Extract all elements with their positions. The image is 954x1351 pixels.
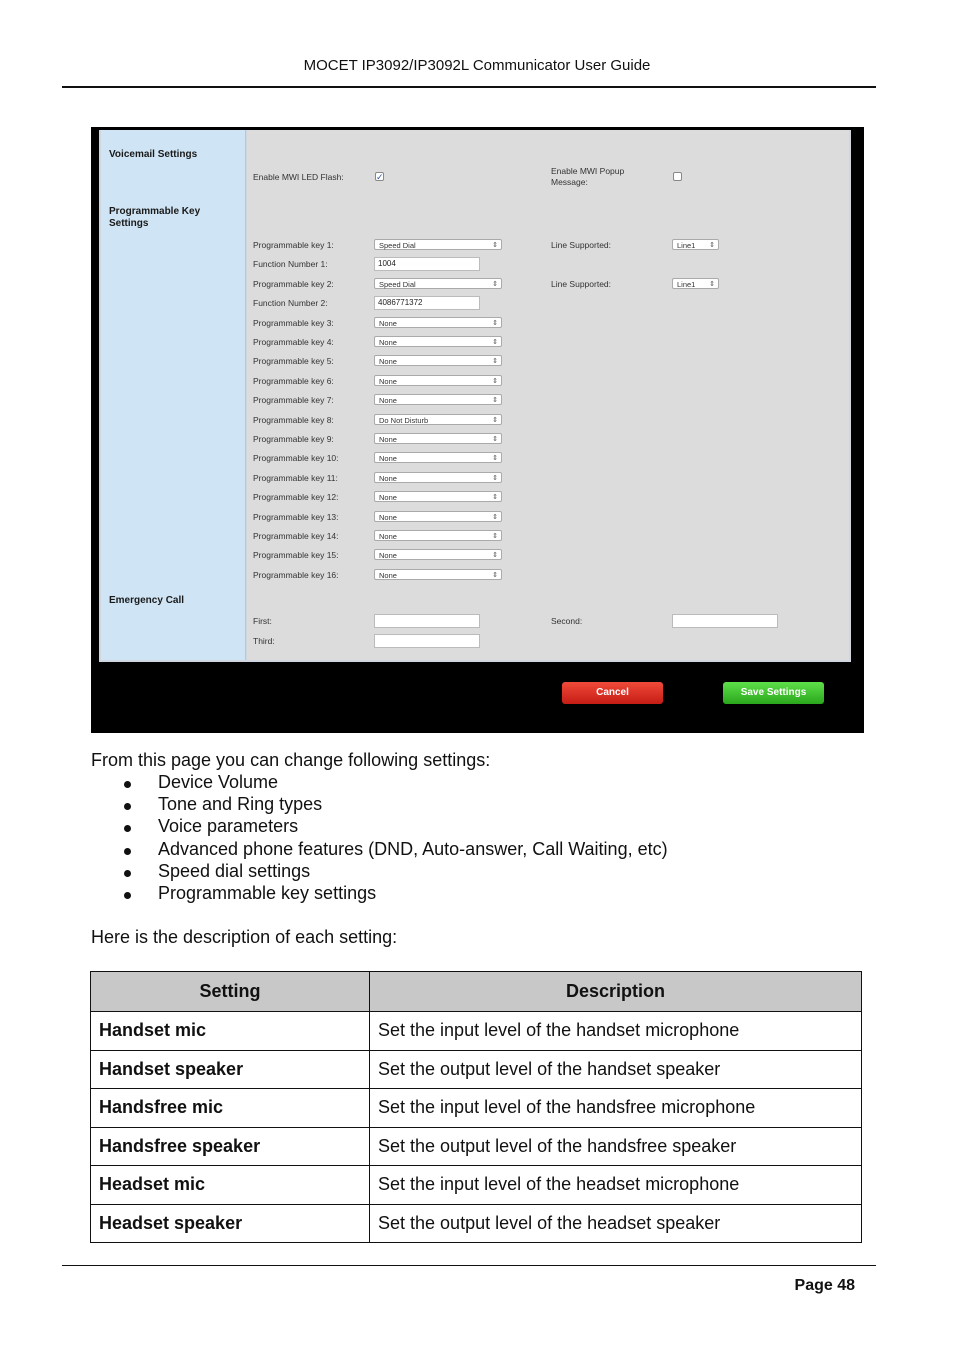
line-supported-value-2: Line1 bbox=[677, 280, 696, 289]
key-label: Programmable key 8: bbox=[253, 415, 334, 425]
key-type-value: None bbox=[379, 357, 397, 366]
intro-text: From this page you can change following settings: bbox=[91, 750, 491, 770]
key-type-value: Do Not Disturb bbox=[379, 416, 429, 425]
settings-description-table bbox=[90, 971, 862, 1243]
table-row bbox=[91, 1050, 862, 1089]
key-type-value: None bbox=[379, 454, 397, 463]
select-arrow-icon: ⇕ bbox=[709, 281, 715, 288]
line-supported-value-1: Line1 bbox=[677, 241, 696, 250]
key-label: Programmable key 10: bbox=[253, 453, 339, 463]
select-arrow-icon: ⇕ bbox=[492, 494, 498, 501]
key-type-select[interactable] bbox=[374, 414, 502, 425]
setting-description-cell: Set the output level of the handset speaker bbox=[370, 1050, 862, 1089]
save-settings-button[interactable]: Save Settings bbox=[723, 682, 824, 704]
setting-description-cell: Set the input level of the handset microphone bbox=[370, 1012, 862, 1051]
bullet-icon bbox=[124, 892, 131, 899]
bullet-text: Device Volume bbox=[158, 772, 279, 792]
setting-description-cell: Set the output level of the handsfree speaker bbox=[370, 1127, 862, 1166]
setting-description-cell: Set the input level of the handsfree microphone bbox=[370, 1089, 862, 1128]
key-type-value: None bbox=[379, 435, 397, 444]
list-item bbox=[124, 794, 668, 816]
function-number-value: 1004 bbox=[378, 259, 396, 268]
settings-sidebar bbox=[101, 130, 246, 660]
section-programmable-title: Programmable Key Settings bbox=[109, 206, 201, 229]
key-type-select[interactable] bbox=[374, 530, 502, 541]
key-label: Programmable key 13: bbox=[253, 512, 339, 522]
select-arrow-icon: ⇕ bbox=[492, 533, 498, 540]
key-type-select[interactable] bbox=[374, 375, 502, 386]
line-supported-select-2[interactable] bbox=[672, 278, 719, 289]
select-arrow-icon: ⇕ bbox=[492, 552, 498, 559]
select-arrow-icon: ⇕ bbox=[492, 397, 498, 404]
function-number-value: 4086771372 bbox=[378, 298, 423, 307]
emergency-third-input[interactable] bbox=[374, 634, 480, 648]
section-voicemail-title: Voicemail Settings bbox=[109, 149, 198, 160]
page-number: Page 48 bbox=[794, 1277, 855, 1294]
line-supported-label-1: Line Supported: bbox=[551, 240, 612, 250]
header-setting: Setting bbox=[91, 972, 370, 1012]
table-row bbox=[91, 1204, 862, 1243]
key-label: Programmable key 7: bbox=[253, 395, 334, 405]
key-type-select[interactable] bbox=[374, 569, 502, 580]
select-arrow-icon: ⇕ bbox=[492, 320, 498, 327]
bullet-icon bbox=[124, 870, 131, 877]
key-label: Programmable key 15: bbox=[253, 550, 339, 560]
key-type-select[interactable] bbox=[374, 239, 502, 250]
key-type-value: None bbox=[379, 551, 397, 560]
settings-screenshot bbox=[91, 127, 864, 733]
key-label: Programmable key 16: bbox=[253, 570, 339, 580]
settings-bullet-list bbox=[124, 772, 668, 905]
key-type-value: Speed Dial bbox=[379, 241, 416, 250]
key-label: Programmable key 6: bbox=[253, 376, 334, 386]
key-type-select[interactable] bbox=[374, 472, 502, 483]
setting-name-cell: Handsfree speaker bbox=[91, 1127, 370, 1166]
mwi-popup-label: Enable MWI Popup Message: bbox=[551, 166, 625, 187]
key-type-select[interactable] bbox=[374, 394, 502, 405]
key-type-select[interactable] bbox=[374, 278, 502, 289]
select-arrow-icon: ⇕ bbox=[492, 514, 498, 521]
line-supported-select-1[interactable] bbox=[672, 239, 719, 250]
setting-name-cell: Handsfree mic bbox=[91, 1089, 370, 1128]
setting-name-cell: Headset mic bbox=[91, 1166, 370, 1205]
key-type-select[interactable] bbox=[374, 491, 502, 502]
function-number-input[interactable] bbox=[374, 296, 480, 310]
mwi-popup-checkbox[interactable] bbox=[673, 172, 682, 181]
bullet-text: Voice parameters bbox=[158, 816, 299, 837]
key-label: Function Number 1: bbox=[253, 259, 328, 269]
key-type-value: None bbox=[379, 474, 397, 483]
key-type-select[interactable] bbox=[374, 433, 502, 444]
select-arrow-icon: ⇕ bbox=[492, 281, 498, 288]
key-label: Function Number 2: bbox=[253, 298, 328, 308]
bullet-text: Advanced phone features (DND, Auto-answer, Call Waiting, etc) bbox=[158, 838, 668, 859]
mwi-led-label: Enable MWI LED Flash: bbox=[253, 172, 344, 182]
list-item bbox=[124, 839, 668, 861]
bullet-text: Speed dial settings bbox=[158, 860, 311, 881]
table-row bbox=[91, 1127, 862, 1166]
setting-name-cell: Handset speaker bbox=[91, 1050, 370, 1089]
key-label: Programmable key 14: bbox=[253, 531, 339, 541]
cancel-button[interactable]: Cancel bbox=[562, 682, 663, 704]
setting-name-cell: Handset mic bbox=[91, 1012, 370, 1051]
key-label: Programmable key 9: bbox=[253, 434, 334, 444]
key-type-value: None bbox=[379, 532, 397, 541]
table-row bbox=[91, 1166, 862, 1205]
key-type-select[interactable] bbox=[374, 317, 502, 328]
key-label: Programmable key 4: bbox=[253, 337, 334, 347]
key-type-value: None bbox=[379, 493, 397, 502]
key-type-value: None bbox=[379, 338, 397, 347]
key-type-select[interactable] bbox=[374, 511, 502, 522]
bullet-text: Tone and Ring types bbox=[158, 794, 323, 815]
table-header-row bbox=[91, 972, 862, 1012]
footer-rule bbox=[62, 1265, 876, 1266]
key-label: Programmable key 5: bbox=[253, 356, 334, 366]
key-label: Programmable key 1: bbox=[253, 240, 334, 250]
key-type-value: None bbox=[379, 396, 397, 405]
key-label: Programmable key 3: bbox=[253, 318, 334, 328]
list-item bbox=[124, 861, 668, 883]
select-arrow-icon: ⇕ bbox=[492, 378, 498, 385]
select-arrow-icon: ⇕ bbox=[492, 358, 498, 365]
key-type-select[interactable] bbox=[374, 336, 502, 347]
settings-main bbox=[247, 130, 849, 660]
key-label: Programmable key 2: bbox=[253, 279, 334, 289]
mwi-led-checkbox[interactable]: ✓ bbox=[376, 172, 384, 182]
table-row bbox=[91, 1012, 862, 1051]
key-type-value: Speed Dial bbox=[379, 280, 416, 289]
setting-description-cell: Set the input level of the headset microphone bbox=[370, 1166, 862, 1205]
emergency-second-label: Second: bbox=[551, 616, 583, 626]
key-type-value: None bbox=[379, 513, 397, 522]
emergency-first-label: First: bbox=[253, 616, 272, 626]
select-arrow-icon: ⇕ bbox=[492, 242, 498, 249]
emergency-third-label: Third: bbox=[253, 636, 275, 646]
select-arrow-icon: ⇕ bbox=[492, 475, 498, 482]
section-emergency-title: Emergency Call bbox=[109, 595, 185, 606]
key-label: Programmable key 11: bbox=[253, 473, 338, 483]
key-type-value: None bbox=[379, 571, 397, 580]
emergency-first-input[interactable] bbox=[374, 614, 480, 628]
key-type-value: None bbox=[379, 377, 397, 386]
key-type-select[interactable] bbox=[374, 549, 502, 560]
header-rule bbox=[62, 86, 876, 88]
key-type-select[interactable] bbox=[374, 355, 502, 366]
select-arrow-icon: ⇕ bbox=[492, 436, 498, 443]
page-header: MOCET IP3092/IP3092L Communicator User Guide bbox=[303, 57, 651, 74]
list-item bbox=[124, 883, 668, 905]
settings-panel bbox=[99, 130, 851, 662]
key-type-select[interactable] bbox=[374, 452, 502, 463]
select-arrow-icon: ⇕ bbox=[492, 572, 498, 579]
select-arrow-icon: ⇕ bbox=[492, 339, 498, 346]
description-intro: Here is the description of each setting: bbox=[91, 927, 398, 947]
setting-description-cell: Set the output level of the headset speaker bbox=[370, 1204, 862, 1243]
header-description: Description bbox=[370, 972, 862, 1012]
bullet-icon bbox=[124, 803, 131, 810]
emergency-second-input[interactable] bbox=[672, 614, 778, 628]
bullet-icon bbox=[124, 848, 131, 855]
select-arrow-icon: ⇕ bbox=[709, 242, 715, 249]
bullet-icon bbox=[124, 781, 131, 788]
key-label: Programmable key 12: bbox=[253, 492, 339, 502]
select-arrow-icon: ⇕ bbox=[492, 455, 498, 462]
select-arrow-icon: ⇕ bbox=[492, 417, 498, 424]
bullet-icon bbox=[124, 825, 131, 832]
list-item bbox=[124, 816, 668, 838]
key-type-value: None bbox=[379, 319, 397, 328]
bullet-text: Programmable key settings bbox=[158, 882, 377, 903]
line-supported-label-2: Line Supported: bbox=[551, 279, 612, 289]
table-row bbox=[91, 1089, 862, 1128]
list-item bbox=[124, 772, 668, 794]
setting-name-cell: Headset speaker bbox=[91, 1204, 370, 1243]
function-number-input[interactable] bbox=[374, 257, 480, 271]
